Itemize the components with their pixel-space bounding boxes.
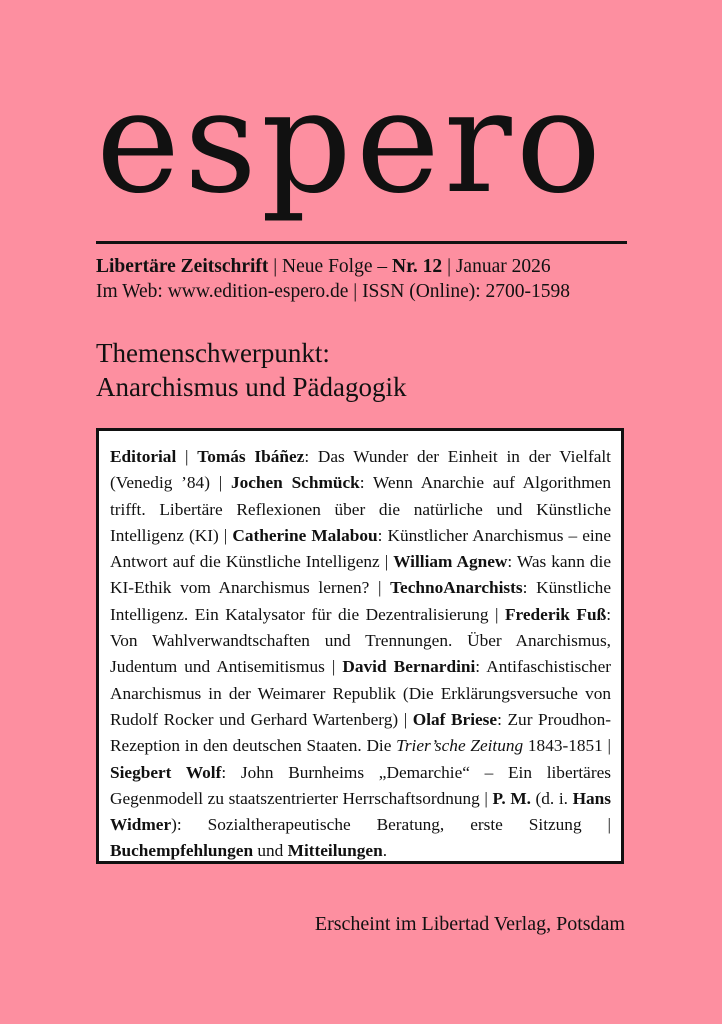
contents-author: Siegbert Wolf (110, 762, 222, 782)
meta-line-1 (96, 254, 636, 279)
contents-title: ): Sozialtherapeutische Beratung, erste Sitzung | (171, 815, 611, 835)
contents-author: Buchempfehlungen (110, 841, 254, 861)
contents-author: Jochen Schmück (230, 473, 360, 493)
focus-topic (96, 336, 406, 404)
subtitle: Libertäre Zeitschrift (96, 256, 269, 277)
contents-author: Olaf Briese (412, 709, 498, 729)
contents-title: (d. i. (530, 788, 573, 808)
issue-date: Januar 2026 (455, 256, 551, 277)
issue-number: Nr. 12 (391, 256, 443, 277)
title-divider (96, 241, 627, 244)
contents-author: William Agnew (393, 552, 508, 572)
contents-title: : Wenn Anarchie auf Algorithmen trifft. Libertäre Reflexionen über die natürliche und Künstliche Intelligenz (KI) | (110, 473, 611, 545)
focus-label: Themenschwerpunkt: (96, 338, 330, 368)
focus-title: Anarchismus und Pädagogik (96, 372, 407, 402)
contents-title: : Das Wunder der Einheit in der Vielfalt (Venedig ’84) | (110, 447, 611, 493)
meta-line-2 (96, 279, 636, 304)
contents-title: : Was kann die KI-Ethik vom Anarchismus lernen? | (110, 552, 611, 598)
contents-title: 1843-1851 | (523, 736, 611, 756)
contents-title: : Künstlicher Anarchismus – eine Antwort auf die Künstliche Intelligenz | (110, 525, 611, 572)
contents-title: : Zur Proudhon-Rezeption in den deutschen Staaten. Die (110, 709, 612, 756)
issn: ISSN (Online): 2700-1598 (362, 281, 571, 302)
contents-italic-title: Trier’sche Zeitung (396, 736, 524, 756)
contents-title: | (176, 447, 198, 466)
contents-title: . (382, 841, 388, 861)
separator: | (442, 256, 456, 277)
contents-author: TechnoAnarchists (390, 578, 523, 598)
contents-author: Editorial (110, 447, 177, 466)
contents-title: : Antifaschistischer Anarchismus in der Weimarer Republik (Die Erklärungsversuche von Rudolf Rocker und Gerhard Wartenberg) | (110, 657, 611, 729)
contents-author: David Bernardini (342, 657, 476, 677)
contents-title: : Künstliche Intelligenz. Ein Katalysator für die Dezentralisierung | (110, 578, 611, 624)
table-of-contents (96, 428, 624, 864)
website: Im Web: www.edition-espero.de (96, 281, 349, 302)
magazine-title: espero (96, 60, 606, 225)
separator: | (268, 256, 283, 277)
contents-author: P. M. (492, 788, 531, 808)
contents-author: Hans Widmer (110, 788, 611, 835)
contents-title: : John Burnheims „Demarchie“ – Ein libertäres Gegenmodell zu staatszentrierter Herrschaftsordnung | (110, 762, 611, 808)
contents-author: Frederik Fuß (504, 604, 607, 624)
contents-title: und (253, 841, 288, 861)
contents-title: : Von Wahlverwandtschaften und Trennungen. Über Anarchismus, Judentum und Antisemitismus | (110, 604, 611, 677)
publication-info (96, 254, 636, 304)
separator: | (348, 281, 363, 302)
publisher-line: Erscheint im Libertad Verlag, Potsdam (314, 913, 625, 935)
series: Neue Folge – (282, 256, 392, 277)
contents-author: Tomás Ibáñez (197, 447, 305, 466)
contents-author: Mitteilungen (287, 841, 383, 861)
contents-author: Catherine Malabou (232, 525, 378, 545)
